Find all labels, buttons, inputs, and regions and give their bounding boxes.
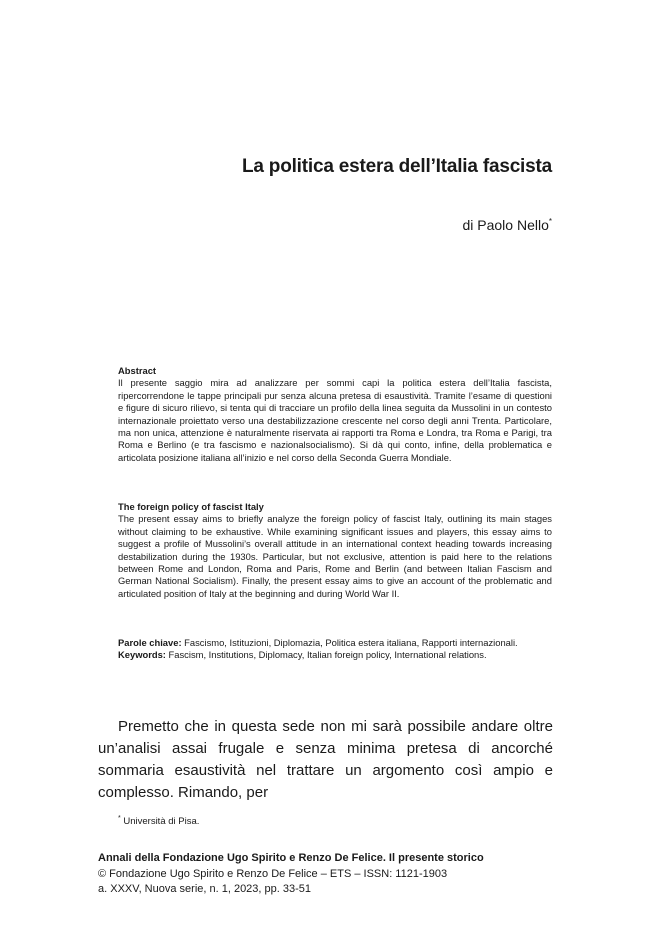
page-footer <box>98 851 558 898</box>
abstract-italian-text: Il presente saggio mira ad analizzare per sommi capi la politica estera dell’Italia fascista, ripercorrendone le tappe principali pur senza alcuna pretesa di esaustività. Tramite l’esame di questioni e figure di sicuro rilievo, si tenta qui di tracciare un profilo della linea seguita da Mussolini in un contesto internazionale proiettato verso una destabilizzazione crescente nel corso degli anni Trenta. Particolare, ma non unica, attenzione è naturalmente riservata ai rapporti tra Roma e Londra, tra Roma e Parigi, tra Roma e Berlino (e tra fascismo e nazionalsocialismo). Si dà qui conto, infine, della problematica e articolata posizione italiana all’inizio e nel corso della Seconda Guerra Mondiale. <box>118 377 552 463</box>
keywords-english-label: Keywords: <box>118 649 166 661</box>
copyright-line: © Fondazione Ugo Spirito e Renzo De Felice – ETS – ISSN: 1121-1903 <box>98 867 448 880</box>
author-line <box>300 217 552 233</box>
issue-line: a. XXXV, Nuova serie, n. 1, 2023, pp. 33-51 <box>98 883 312 895</box>
journal-name: Annali della Fondazione Ugo Spirito e Renzo De Felice. Il presente storico <box>98 852 484 864</box>
keywords-block <box>118 637 552 662</box>
keywords-italian <box>118 637 552 649</box>
keywords-english <box>118 649 552 661</box>
author-footnote-mark[interactable]: * <box>548 217 552 226</box>
footnote-text: Università di Pisa. <box>120 816 200 828</box>
abstract-italian <box>118 365 552 464</box>
footnote <box>118 815 199 827</box>
keywords-english-text: Fascism, Institutions, Diplomacy, Italian foreign policy, International relations. <box>165 649 487 661</box>
keywords-italian-text: Fascismo, Istituzioni, Diplomazia, Politica estera italiana, Rapporti internazionali. <box>181 637 518 648</box>
keywords-italian-label: Parole chiave: <box>118 637 182 648</box>
footnote-mark: * <box>118 815 121 822</box>
abstract-english-text: The present essay aims to briefly analyze the foreign policy of fascist Italy, outlining its main stages without claiming to be exhaustive. While examining significant issues and players, this essay aims to suggest a profile of Mussolini’s overall attitude in an international context heading towards increasing destabilization during the 1930s. Particular, but not exclusive, attention is paid here to the relations between Rome and London, Roma and Paris, Rome and Berlin (and between Italian Fascism and German National Socialism). Finally, the present essay aims to give an account of the problematic and articulated position of Italy at the beginning and during World War II. <box>118 513 552 599</box>
abstract-english <box>118 501 552 600</box>
abstract-italian-heading: Abstract <box>118 365 157 376</box>
abstract-english-heading: The foreign policy of fascist Italy <box>118 501 264 512</box>
article-title: La politica estera dell’Italia fascista <box>241 156 552 177</box>
author-name: di Paolo Nello <box>462 217 549 233</box>
body-paragraph: Premetto che in questa sede non mi sarà possibile andare oltre un’analisi assai frugale e senza minima pretesa di ancorché sommaria esaustività nel trattare un argomento così ampio e complesso. Rimando, per <box>98 718 553 801</box>
